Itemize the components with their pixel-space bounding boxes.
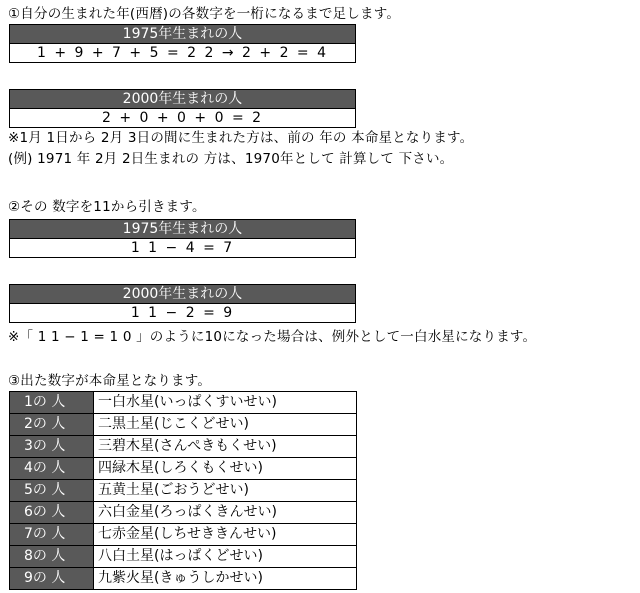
step1-example-1975 — [9, 24, 356, 63]
honmeisei-number: 8の 人 — [10, 546, 94, 567]
step2-example-2000-calc: 1 1 − 2 = 9 — [10, 304, 355, 322]
step1-example-2000-calc: 2 + 0 + 0 + 0 = 2 — [10, 109, 355, 127]
honmeisei-star: 八白土星(はっぱくどせい) — [94, 546, 356, 567]
honmeisei-number: 5の 人 — [10, 480, 94, 501]
honmeisei-number: 2の 人 — [10, 414, 94, 435]
step2-example-1975-header: 1975年生まれの人 — [10, 220, 355, 239]
honmeisei-star: 三碧木星(さんぺきもくせい) — [94, 436, 356, 457]
honmeisei-row — [10, 436, 356, 458]
step1-note-1: ※1月 1日から 2月 3日の間に生まれた方は、前の 年の 本命星となります。 — [8, 130, 474, 146]
step2-example-2000 — [9, 284, 356, 323]
step1-example-1975-header: 1975年生まれの人 — [10, 25, 355, 44]
honmeisei-table — [9, 391, 357, 590]
honmeisei-row — [10, 568, 356, 589]
honmeisei-number: 6の 人 — [10, 502, 94, 523]
honmeisei-row — [10, 546, 356, 568]
honmeisei-row — [10, 414, 356, 436]
honmeisei-row — [10, 480, 356, 502]
honmeisei-star: 七赤金星(しちせききんせい) — [94, 524, 356, 545]
honmeisei-number: 1の 人 — [10, 392, 94, 413]
step1-example-1975-calc: 1 + 9 + 7 + 5 = 2 2 → 2 + 2 = 4 — [10, 44, 355, 62]
honmeisei-star: 九紫火星(きゅうしかせい) — [94, 568, 356, 589]
honmeisei-row — [10, 458, 356, 480]
honmeisei-number: 4の 人 — [10, 458, 94, 479]
step1-heading: ①自分の生まれた年(西暦)の各数字を一桁になるまで足します。 — [8, 6, 401, 22]
honmeisei-star: 一白水星(いっぱくすいせい) — [94, 392, 356, 413]
step1-note-2: (例) 1971 年 2月 2日生まれの 方は、1970年として 計算して 下さい。 — [8, 151, 454, 167]
honmeisei-star: 二黒土星(じこくどせい) — [94, 414, 356, 435]
honmeisei-star: 四緑木星(しろくもくせい) — [94, 458, 356, 479]
honmeisei-number: 3の 人 — [10, 436, 94, 457]
honmeisei-number: 9の 人 — [10, 568, 94, 589]
step3-heading: ③出た数字が本命星となります。 — [8, 373, 212, 389]
honmeisei-star: 六白金星(ろっぱくきんせい) — [94, 502, 356, 523]
step2-heading: ②その 数字を11から引きます。 — [8, 199, 206, 215]
step1-example-2000 — [9, 89, 356, 128]
step2-example-1975 — [9, 219, 356, 258]
step2-example-1975-calc: 1 1 − 4 = 7 — [10, 239, 355, 257]
honmeisei-star: 五黄土星(ごおうどせい) — [94, 480, 356, 501]
honmeisei-row — [10, 502, 356, 524]
honmeisei-row — [10, 392, 356, 414]
step2-example-2000-header: 2000年生まれの人 — [10, 285, 355, 304]
honmeisei-number: 7の 人 — [10, 524, 94, 545]
honmeisei-row — [10, 524, 356, 546]
step1-example-2000-header: 2000年生まれの人 — [10, 90, 355, 109]
step2-note: ※「 1 1 − 1 = 1 0 」のように10になった場合は、例外として一白水星になります。 — [8, 329, 537, 345]
